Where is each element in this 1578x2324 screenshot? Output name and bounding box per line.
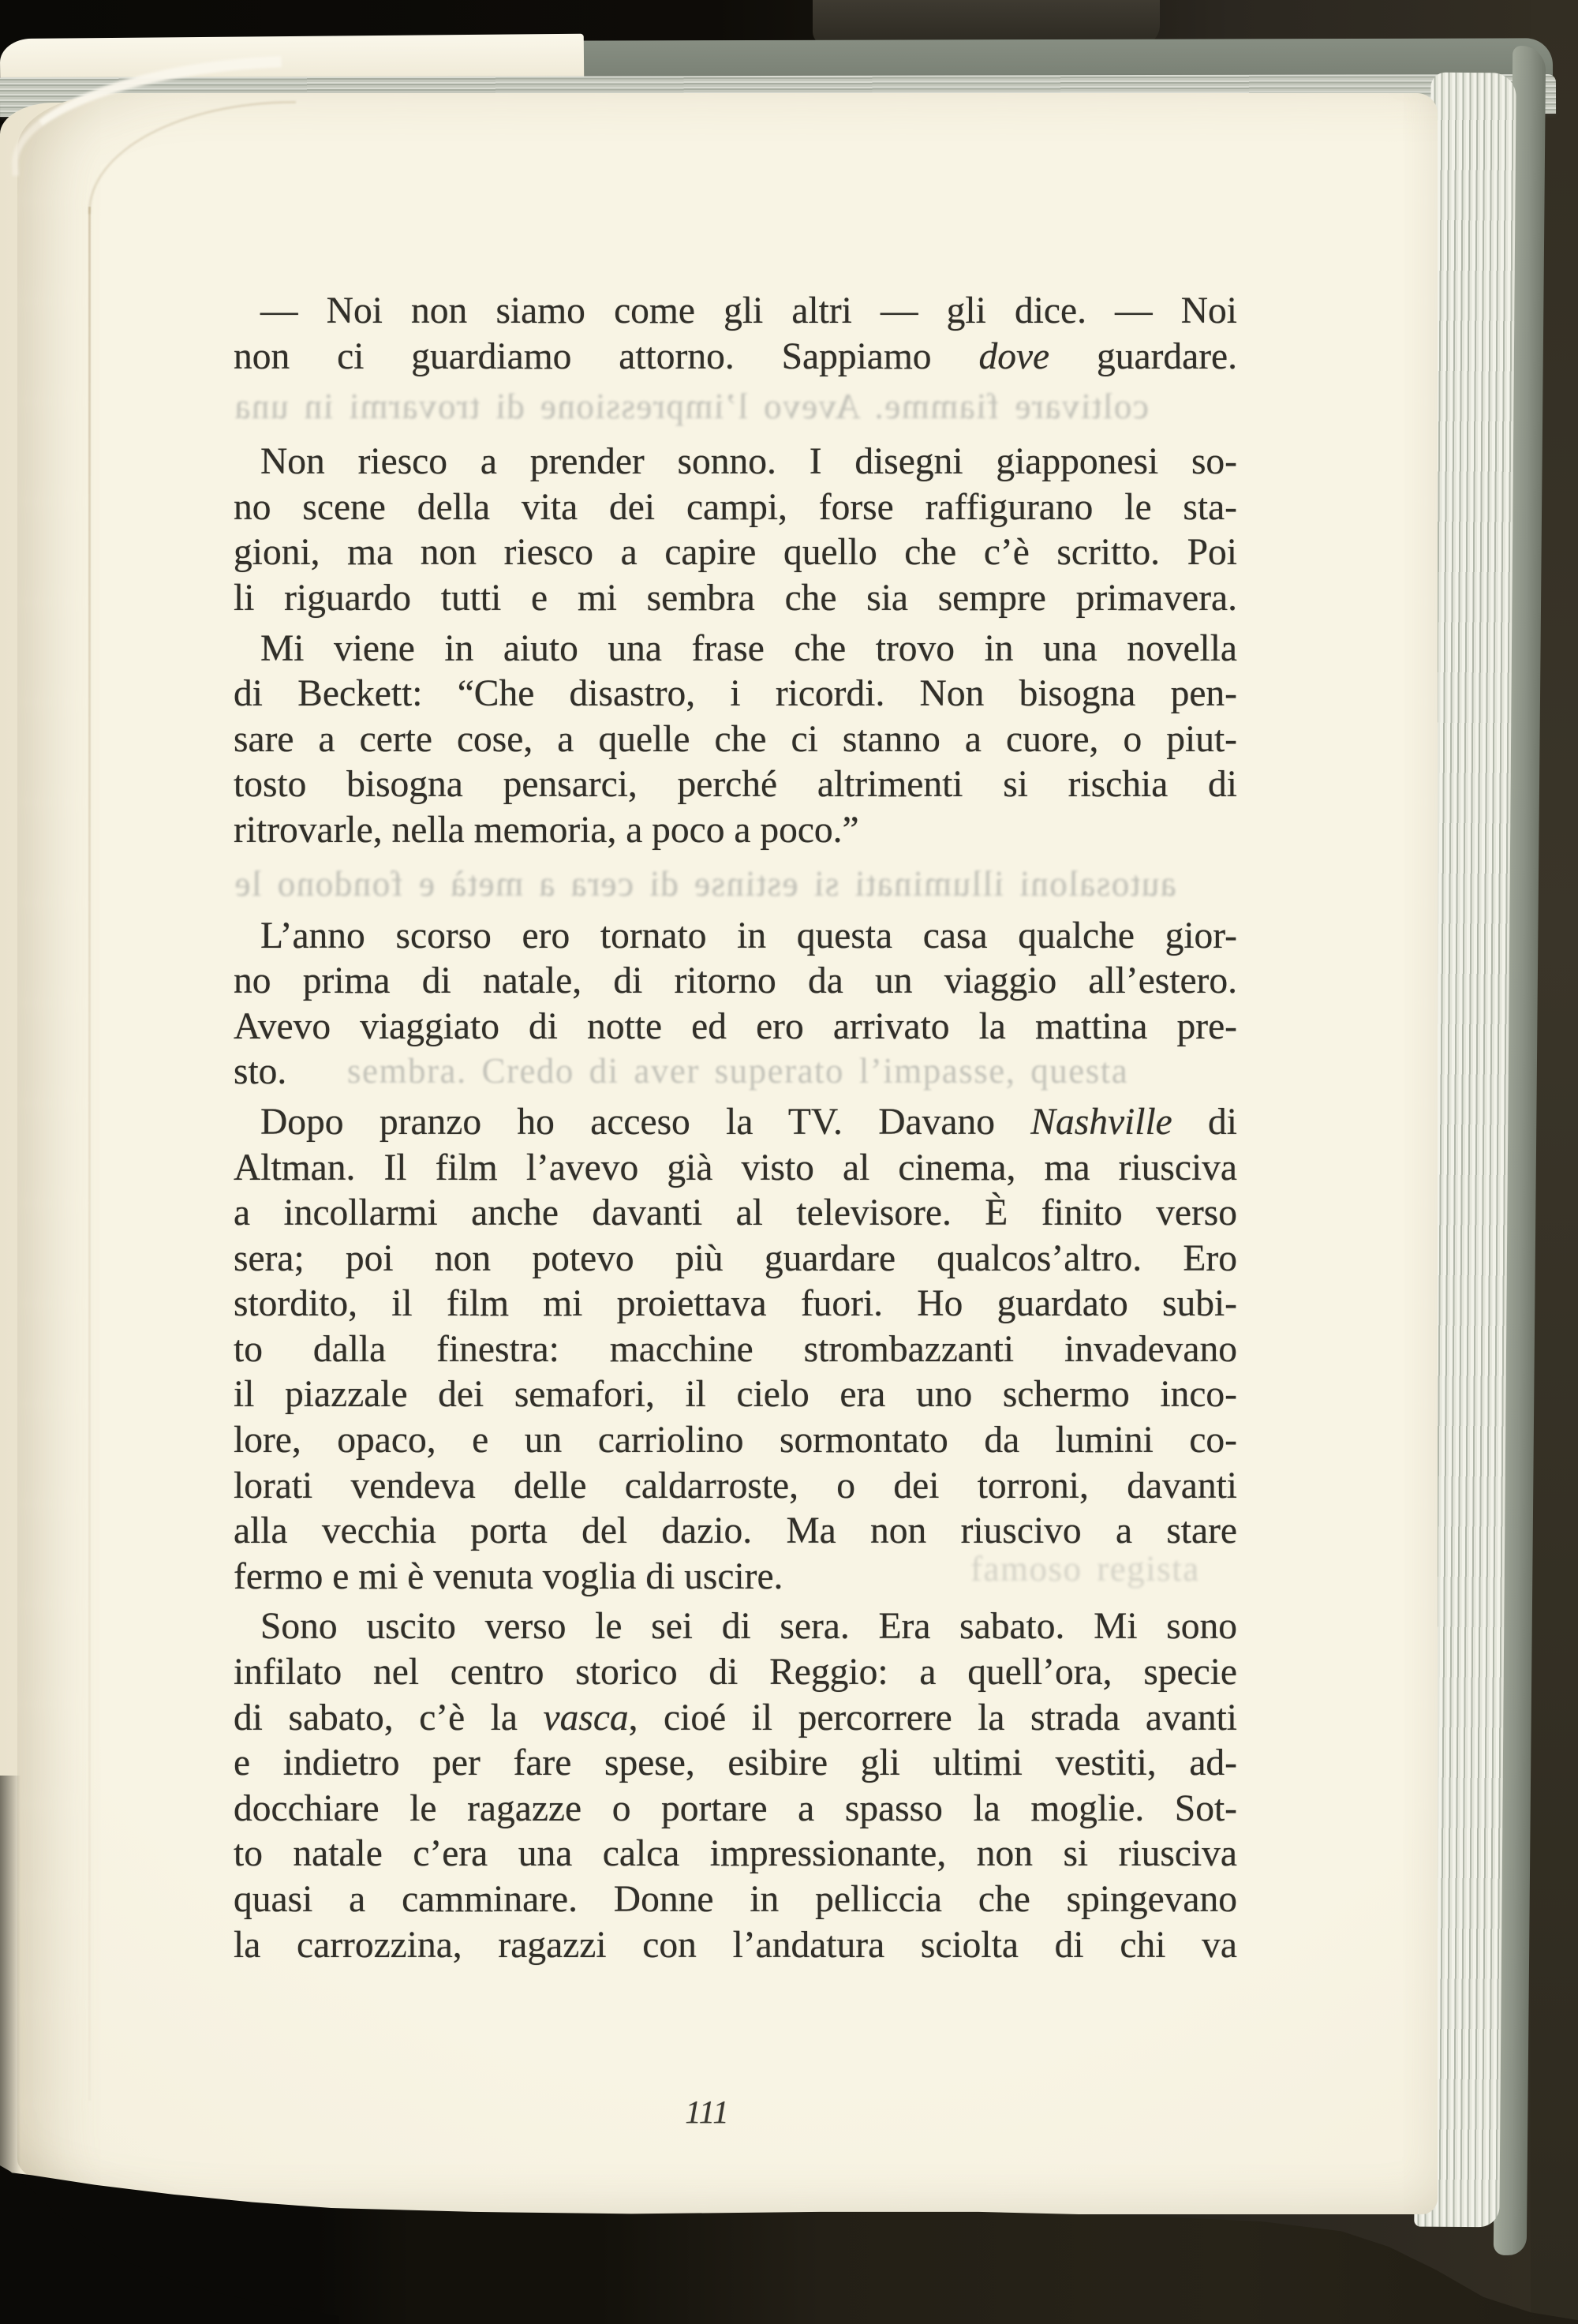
text-line: to natale c’era una calca impressionante, non si riusciva	[234, 1833, 1237, 1875]
text-line: di Beckett: “Che disastro, i ricordi. Non bisogna pen-	[234, 673, 1237, 715]
text-line: L’anno scorso ero tornato in questa casa qualche gior-	[260, 915, 1237, 956]
paragraph	[234, 289, 1237, 380]
text-line: Mi viene in aiuto una frase che trovo in una novella	[260, 627, 1237, 669]
paragraph	[234, 440, 1237, 621]
text-line: no scene della vita dei campi, forse raffigurano le sta-	[234, 486, 1237, 528]
text-line: di sabato, c’è la vasca, cioé il percorrere la strada avanti	[234, 1697, 1237, 1738]
paragraph	[234, 1100, 1237, 1600]
gutter-crease	[88, 207, 91, 2101]
text-line: Avevo viaggiato di notte ed ero arrivato la mattina pre-	[234, 1005, 1237, 1047]
bleedthrough-text: sembra. Credo di aver superato l’impasse, questa	[347, 1051, 1129, 1091]
text-line: ritrovarle, nella memoria, a poco a poco.”	[234, 809, 859, 851]
text-line: — Noi non siamo come gli altri — gli dice. — Noi	[260, 290, 1237, 331]
text-line: sera; poi non potevo più guardare qualcos’altro. Ero	[234, 1237, 1237, 1279]
text-line: sare a certe cose, a quelle che ci stanno a cuore, o piut-	[234, 718, 1237, 760]
text-line: il piazzale dei semafori, il cielo era uno schermo inco-	[234, 1374, 1237, 1416]
text-line: stordito, il film mi proiettava fuori. Ho guardato subi-	[234, 1283, 1237, 1325]
text-line: sto.	[234, 1051, 287, 1093]
text-line: fermo e mi è venuta voglia di uscire.	[234, 1555, 783, 1597]
text-line: lore, opaco, e un carriolino sormontato da lumini co-	[234, 1420, 1237, 1461]
text-line: docchiare le ragazze o portare a spasso la moglie. Sot-	[234, 1787, 1237, 1829]
text-line: li riguardo tutti e mi sembra che sia sempre primavera.	[234, 577, 1237, 619]
gutter-shadow	[0, 1776, 21, 2217]
text-line: Sono uscito verso le sei di sera. Era sabato. Mi sono	[260, 1606, 1237, 1648]
text-block	[234, 289, 1237, 1968]
text-line: a incollarmi anche davanti al televisore. È finito verso	[234, 1192, 1237, 1234]
text-line: infilato nel centro storico di Reggio: a quell’ora, specie	[234, 1652, 1237, 1693]
text-line: Non riesco a prender sonno. I disegni giapponesi so-	[260, 441, 1237, 483]
text-line: e indietro per fare spese, esibire gli ultimi vestiti, ad-	[234, 1742, 1237, 1784]
text-line: quasi a camminare. Donne in pelliccia che spingevano	[234, 1879, 1237, 1920]
text-line: la carrozzina, ragazzi con l’andatura sciolta di chi va	[234, 1924, 1237, 1966]
text-line: alla vecchia porta del dazio. Ma non riuscivo a stare	[234, 1510, 1237, 1552]
text-line: Altman. Il film l’avevo già visto al cinema, ma riusciva	[234, 1147, 1237, 1188]
text-line: no prima di natale, di ritorno da un viaggio all’estero.	[234, 960, 1237, 1002]
bleedthrough-text: autosaloni illuminati si estinse di cera a metà e fondono le	[234, 864, 1176, 904]
paragraph	[234, 627, 1237, 854]
text-line: tosto bisogna pensarci, perché altrimenti si rischia di	[234, 764, 1237, 806]
paragraph	[234, 1604, 1237, 1968]
bleedthrough-text: famoso regista	[970, 1549, 1200, 1589]
paragraph	[234, 914, 1237, 1095]
page-number: 111	[685, 2094, 729, 2130]
text-line: gioni, ma non riesco a capire quello che c’è scritto. Poi	[234, 532, 1237, 574]
text-line: lorati vendeva delle caldarroste, o dei torroni, davanti	[234, 1465, 1237, 1506]
text-line: to dalla finestra: macchine strombazzanti invadevano	[234, 1328, 1237, 1370]
text-line: Dopo pranzo ho acceso la TV. Davano Nashville di	[260, 1101, 1237, 1143]
text-line: non ci guardiamo attorno. Sappiamo dove guardare.	[234, 335, 1237, 377]
bleedthrough-text: coltivare fiamme. Avevo l’impressione di trovarmi in una	[234, 387, 1149, 426]
